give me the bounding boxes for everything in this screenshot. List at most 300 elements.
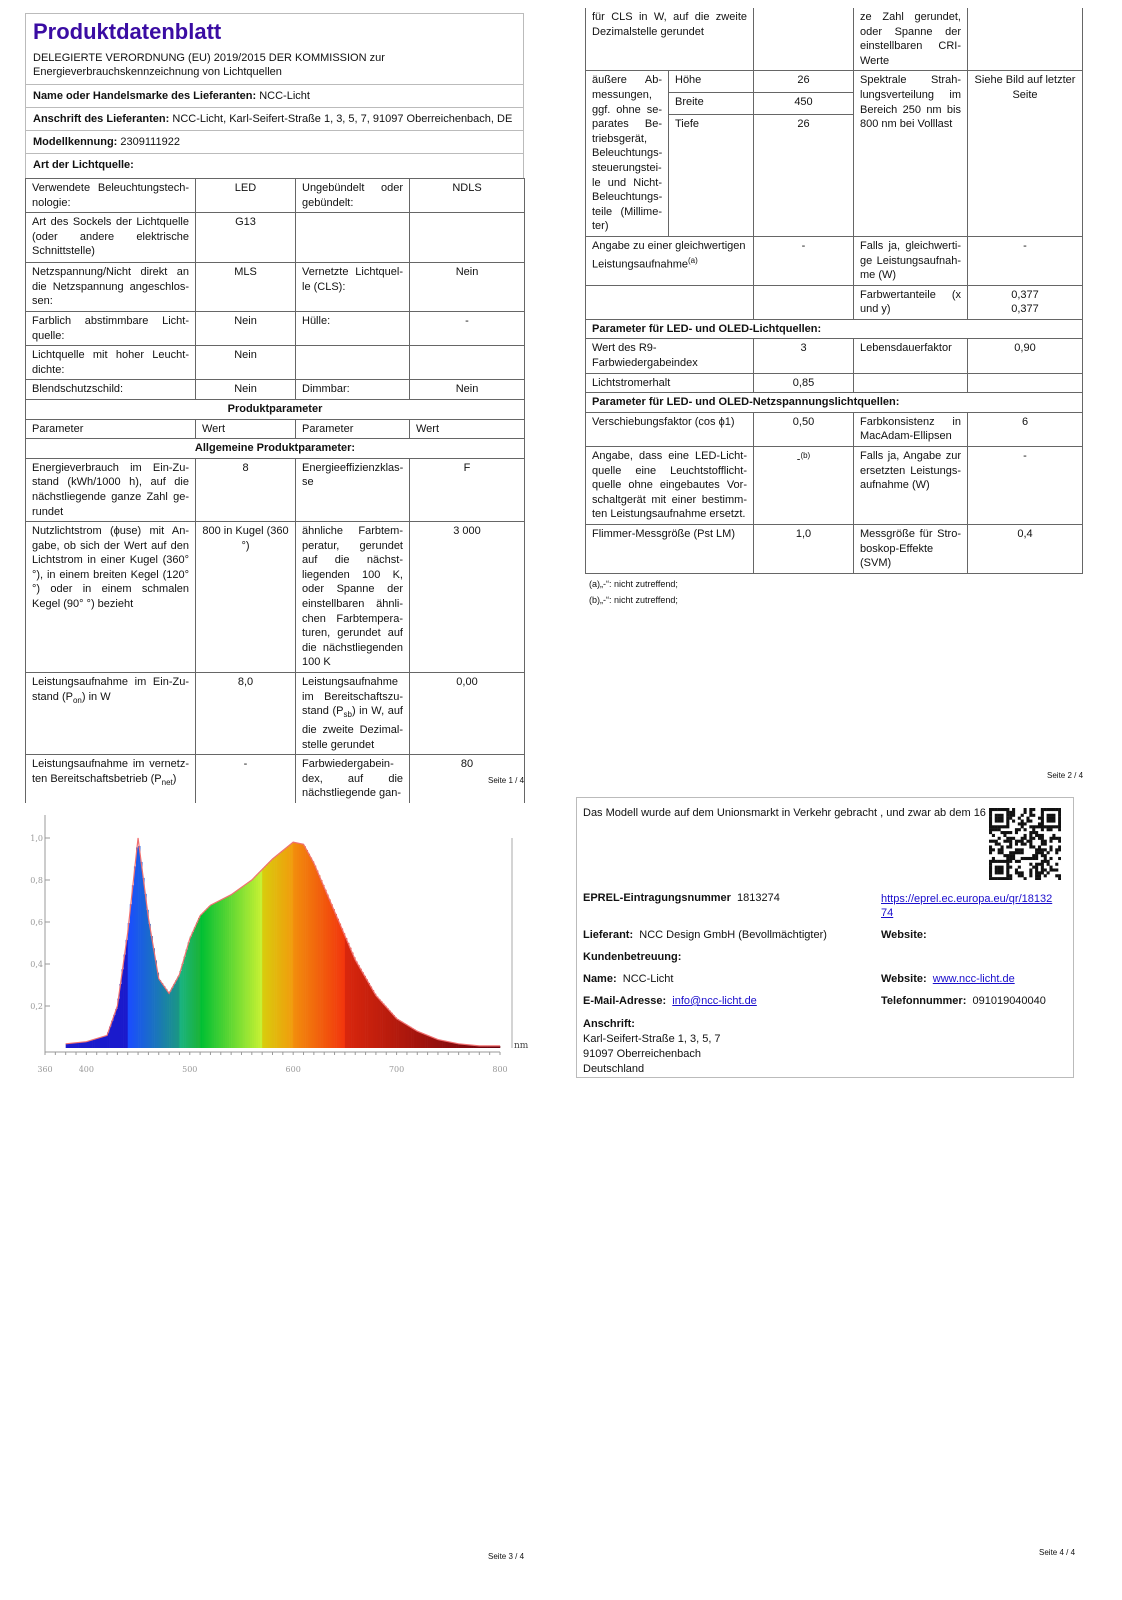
param-value: Nein [410, 263, 525, 312]
spectrum-bar [337, 919, 339, 1048]
spectrum-bar [250, 881, 252, 1048]
name-label: Name: [583, 973, 617, 985]
param-value: 0,4 [968, 525, 1083, 574]
dimensions-label: äußere Abmessungen, ggf. ohne separates Betriebsgerät, Beleuchtungssteuerungsteile und Nicht-Beleuchtungsteile (Millimeter) [586, 71, 669, 237]
spectrum-bar [384, 1006, 386, 1048]
light-source-table [25, 178, 525, 803]
param-label [296, 346, 410, 380]
table-row [26, 263, 525, 312]
spectrum-bar [359, 969, 361, 1048]
spectrum-bar [347, 943, 349, 1048]
spectrum-bar [428, 1036, 430, 1048]
table-row [586, 412, 1083, 446]
x-tick-label: 700 [388, 1065, 405, 1074]
spectrum-bar [196, 923, 198, 1048]
x-tick-label: 800 [492, 1065, 508, 1074]
spectrum-bar [150, 936, 152, 1048]
param-label: Leistungsaufnahme im Bereitschaftszustand $(P_{sb})$ in W, auf die zweite Dezimalstelle gerundet [296, 673, 410, 755]
page-number: Seite 2 / 4 [1047, 771, 1084, 780]
spectrum-bar [84, 1042, 86, 1048]
spectrum-bar [192, 932, 194, 1048]
empty-cell [586, 285, 754, 319]
param-value: 0,00 [410, 673, 525, 755]
spectrum-bar [103, 1036, 105, 1048]
param-label: Lichtquelle mit hoher Leuchtdichte: [26, 346, 196, 380]
spectrum-bar [357, 965, 359, 1048]
country: Deutschland [583, 1063, 645, 1075]
spectrum-bar [308, 854, 310, 1048]
spectrum-bar [80, 1042, 82, 1048]
spectrum-bar [376, 997, 378, 1048]
spectrum-bar [78, 1042, 80, 1048]
spectrum-bar [101, 1037, 103, 1048]
spectrum-bar [95, 1039, 97, 1048]
param-value: MLS [196, 263, 296, 312]
address-label: Anschrift des Lieferanten: [33, 113, 170, 125]
spectrum-bar [173, 984, 175, 1048]
spectrum-bar [392, 1015, 394, 1048]
type-label: Art der Lichtquelle: [33, 159, 134, 171]
spectrum-bar [419, 1032, 421, 1048]
spectrum-bar [411, 1028, 413, 1048]
spectrum-bar [219, 900, 221, 1048]
param-value [410, 213, 525, 263]
phone-value: 091019040040 [972, 995, 1046, 1007]
spectrum-bar [235, 891, 237, 1048]
spectrum-bar [417, 1032, 419, 1048]
spectrum-bar [434, 1038, 436, 1048]
empty-cell [968, 373, 1083, 393]
spectrum-bar [210, 905, 212, 1048]
email-label: E-Mail-Adresse: [583, 995, 667, 1007]
spectrum-bar [167, 992, 169, 1048]
spectrum-bar [74, 1043, 76, 1048]
spectrum-bar [186, 950, 188, 1048]
type-line [25, 153, 524, 178]
spectrum-bar [442, 1041, 444, 1048]
spectrum-bar [142, 878, 144, 1048]
spectrum-bar [157, 973, 159, 1048]
spectrum-bar [155, 960, 157, 1048]
spectrum-bar [138, 846, 140, 1048]
led-params-heading: Parameter für LED- und OLED-Lichtquellen: [586, 319, 1083, 339]
spectrum-bar [229, 895, 231, 1048]
name-value: NCC-Licht [622, 973, 674, 985]
spectrum-bar [370, 987, 372, 1048]
spectrum-bar [407, 1026, 409, 1048]
spectrum-bar [353, 957, 355, 1048]
spectrum-bar [105, 1036, 107, 1048]
spectrum-bar [324, 890, 326, 1048]
spectrum-bar [241, 887, 243, 1048]
spectrum-bar [430, 1037, 432, 1048]
param-label: ze Zahl gerundet, oder Spanne der einstellbaren CRI-Werte [854, 8, 968, 71]
param-label: Farbwiedergabeindex, auf die nächstliegende gan- [296, 755, 410, 803]
spectrum-bar [281, 851, 283, 1048]
param-value: 0,50 [754, 412, 854, 446]
param-value: - [196, 755, 296, 803]
page-4-info-box [576, 797, 1074, 1078]
footnotes [585, 574, 1082, 610]
spectrum-bar [436, 1039, 438, 1048]
spectrum-bar [231, 894, 233, 1048]
product-params-heading: Produktparameter [26, 399, 525, 419]
param-value [410, 346, 525, 380]
spectrum-bar [146, 910, 148, 1048]
col-header: Wert [410, 419, 525, 439]
address-block [583, 1017, 721, 1077]
spectrum-bar [202, 913, 204, 1048]
spectrum-bar [289, 845, 291, 1048]
spectrum-bar [397, 1019, 399, 1048]
spectrum-bar [244, 885, 246, 1048]
param-value: Nein [196, 346, 296, 380]
spectrum-bar [194, 927, 196, 1048]
spectrum-bar [190, 936, 192, 1048]
spectrum-bar [421, 1033, 423, 1048]
table-row [26, 522, 525, 673]
param-label: Energieeffizienzklasse [296, 458, 410, 521]
spectrum-bar [198, 918, 200, 1048]
spectral-distribution-chart [20, 795, 530, 1080]
param-label: Verschiebungsfaktor (cos ϕ1) [586, 412, 754, 446]
spectrum-bar [82, 1042, 84, 1048]
spectrum-bar [115, 1009, 117, 1048]
spectrum-bar [248, 882, 250, 1048]
param-value: Nein [196, 380, 296, 400]
spectrum-bar [349, 948, 351, 1048]
spectrum-bar [335, 914, 337, 1048]
spectrum-bar [304, 846, 306, 1048]
page-number: Seite 1 / 4 [488, 776, 525, 785]
spectrum-bar [144, 894, 146, 1048]
param-value [754, 8, 854, 71]
spectrum-bar [256, 875, 258, 1048]
spectrum-bar [364, 976, 366, 1048]
spectrum-bar [213, 904, 215, 1048]
phone-label: Telefonnummer: [881, 995, 967, 1007]
page-number: Seite 4 / 4 [1039, 1548, 1076, 1557]
supplier-value: NCC-Licht [259, 90, 310, 102]
param-label: Farblich abstimmbare Lichtquelle: [26, 311, 196, 345]
spectrum-bar [163, 986, 165, 1048]
website-label: Website: [881, 929, 927, 941]
param-label: Flimmer-Messgröße (Pst LM) [586, 525, 754, 574]
param-label: Falls ja, Angabe zur ersetzten Leistungsaufnahme (W) [854, 447, 968, 525]
param-value: 800 in Kugel (360 °) [196, 522, 296, 673]
spectrum-bar [273, 858, 275, 1048]
y-tick-label: 0,4 [30, 960, 43, 969]
spectrum-bar [440, 1040, 442, 1048]
spectrum-bar [239, 888, 241, 1048]
x-tick-label: 600 [285, 1065, 301, 1074]
param-label: Angabe zu einer gleichwertigen Leistungsaufnahme$^{(a)}$ [586, 236, 754, 285]
spectrum-bar [322, 885, 324, 1048]
spectrum-bar [275, 856, 277, 1048]
table-row [586, 339, 1083, 373]
x-tick-label: 360 [37, 1065, 53, 1074]
spectrum-bar [293, 842, 295, 1048]
spectrum-bar [409, 1027, 411, 1048]
spectrum-bar [328, 899, 330, 1048]
spectrum-bar [270, 860, 272, 1048]
spectrum-bar [426, 1035, 428, 1048]
param-value: LED [196, 179, 296, 213]
spectrum-bar [148, 924, 150, 1048]
page-title: Produktdatenblatt [33, 19, 222, 44]
spectrum-bar [326, 895, 328, 1048]
spectral-label: Spektrale Strahlungsverteilung im Bereich 250 nm bis 800 nm bei Volllast [854, 71, 968, 237]
qr-code[interactable] [989, 808, 1061, 880]
spectrum-bar [432, 1038, 434, 1049]
spectrum-bar [277, 855, 279, 1048]
model-label: Modellkennung: [33, 136, 118, 148]
supplier-line [25, 84, 524, 107]
param-label: Ungebündelt oder gebündelt: [296, 179, 410, 213]
y-tick-label: 0,6 [30, 918, 43, 927]
spectrum-bar [111, 1021, 113, 1048]
param-value: 1,0 [754, 525, 854, 574]
spectrum-bar [136, 847, 138, 1048]
spectrum-bar [188, 942, 190, 1048]
spectrum-bar [177, 976, 179, 1048]
spectrum-bar [175, 980, 177, 1048]
param-label: Lichtstromerhalt [586, 373, 754, 393]
spectrum-bar [343, 933, 345, 1048]
param-label: Angabe, dass eine LED-Lichtquelle eine Leuchtstofflichtquelle ohne eingebautes Vorschaltgerät mit einer bestimmten Leistungsaufnahme ersetzt. [586, 447, 754, 525]
mains-params-heading: Parameter für LED- und OLED-Netzspannungslichtquellen: [586, 393, 1083, 413]
table-row [26, 179, 525, 213]
spectrum-bar [291, 843, 293, 1048]
y-tick-label: 0,2 [30, 1002, 43, 1011]
spectrum-bar [97, 1038, 99, 1048]
param-value: 80 [410, 755, 525, 803]
param-value: - [968, 236, 1083, 285]
spectrum-bar [246, 884, 248, 1048]
eprel-number: 1813274 [737, 892, 780, 904]
param-label: Leistungsaufnahme im Ein-Zustand $(P_{on})$ in W [26, 673, 196, 755]
spectrum-bar [200, 915, 202, 1048]
spectrum-bar [165, 989, 167, 1048]
spectrum-bar [221, 899, 223, 1048]
table-row [586, 525, 1083, 574]
page-number: Seite 3 / 4 [488, 1552, 525, 1561]
website-link[interactable]: www.ncc-licht.de [932, 973, 1015, 985]
param-value: Nein [410, 380, 525, 400]
spectrum-bar [76, 1043, 78, 1048]
header-block [25, 13, 524, 84]
website2-label: Website: [881, 973, 927, 985]
spectrum-bar [388, 1011, 390, 1048]
dim-label: Tiefe [669, 114, 754, 236]
spectrum-bar [448, 1042, 450, 1048]
spectrum-bar [68, 1043, 70, 1048]
supplier-label: Name oder Handelsmarke des Lieferanten: [33, 90, 257, 102]
param-value: 0,377 0,377 [968, 285, 1083, 319]
spectrum-bar [450, 1042, 452, 1048]
col-header: Parameter [26, 419, 196, 439]
lieferant-value: NCC Design GmbH (Bevollmächtigter) [639, 929, 827, 941]
table-row [26, 213, 525, 263]
spectrum-bar [310, 858, 312, 1048]
param-label: Hülle: [296, 311, 410, 345]
x-axis-label: nm [514, 1041, 529, 1051]
spectrum-bar [401, 1022, 403, 1048]
spectrum-bar [132, 885, 134, 1048]
spectrum-bar [446, 1041, 448, 1048]
param-label: Blendschutzschild: [26, 380, 196, 400]
spectrum-bar [254, 877, 256, 1048]
spectrum-bar [405, 1024, 407, 1048]
spectrum-bar [260, 871, 262, 1048]
col-header: Parameter [296, 419, 410, 439]
spectrum-bar [423, 1034, 425, 1048]
table-row [26, 380, 525, 400]
dim-value: 26 [754, 71, 854, 93]
param-label: Art des Sockels der Lichtquelle (oder andere elektrische Schnittstelle) [26, 213, 196, 263]
param-value: F [410, 458, 525, 521]
spectrum-bar [153, 948, 155, 1048]
spectrum-bar [415, 1031, 417, 1048]
param-value: 3 000 [410, 522, 525, 673]
spectrum-bar [382, 1004, 384, 1048]
dim-label: Höhe [669, 71, 754, 93]
param-value: 8 [196, 458, 296, 521]
kundenbetreuung-label: Kundenbetreuung: [583, 951, 682, 963]
x-tick-label: 400 [78, 1065, 95, 1074]
page-1 [25, 13, 524, 803]
spectrum-bar [378, 999, 380, 1048]
table-row [26, 458, 525, 521]
page-2 [585, 8, 1082, 610]
spectrum-bar [339, 924, 341, 1048]
param-value: 3 [754, 339, 854, 373]
param-label: Nutzlichtstrom (ϕuse) mit Angabe, ob sich der Wert auf den Lichtstrom in einer Kugel (360° °), in einem breiten Kegel (120° °) oder in einem schmalen Kegel (90° °) bezieht [26, 522, 196, 673]
spectrum-bar [318, 875, 320, 1048]
spectrum-bar [225, 897, 227, 1048]
eprel-link[interactable]: https://eprel.ec.europa.eu/qr/1813274 [881, 893, 1053, 919]
spectrum-bar [140, 862, 142, 1048]
lieferant-label: Lieferant: [583, 929, 634, 941]
spectrum-bar [444, 1041, 446, 1048]
table-row [586, 447, 1083, 525]
spectrum-bar [171, 988, 173, 1048]
param-label: ähnliche Farbtemperatur, gerundet auf die nächstliegenden 100 K, oder Spanne der einstellbaren ähnlichen Farbtemperaturen, gerundet auf die nächstliegenden 100 K [296, 522, 410, 673]
table-row [586, 285, 1083, 319]
spectrum-bar [134, 866, 136, 1048]
spectrum-bar [345, 938, 347, 1048]
spectrum-bar [299, 844, 301, 1048]
spectrum-bar [403, 1023, 405, 1048]
spectrum-bar [88, 1041, 90, 1048]
spectrum-bar [366, 979, 368, 1048]
spectrum-bar [208, 906, 210, 1048]
param-value: - [754, 236, 854, 285]
spectrum-bar [126, 940, 128, 1048]
spectrum-bar [93, 1039, 95, 1048]
param-value: 6 [968, 412, 1083, 446]
spectrum-bar [182, 964, 184, 1048]
spectrum-bar [223, 898, 225, 1048]
model-value: 2309111922 [120, 136, 180, 148]
spectrum-bar [252, 879, 254, 1048]
param-label: Verwendete Beleuchtungstechnologie: [26, 179, 196, 213]
footnote-b: (b)„-“: nicht zutreffend; [589, 594, 678, 605]
param-value: 8,0 [196, 673, 296, 755]
spectrum-bar [297, 843, 299, 1048]
spectral-value: Siehe Bild auf letzter Seite [968, 71, 1083, 237]
param-label: Messgröße für Stroboskop-Effekte (SVM) [854, 525, 968, 574]
param-value: NDLS [410, 179, 525, 213]
parameters-table-continued [585, 8, 1083, 574]
spectrum-bar [237, 890, 239, 1048]
spectrum-bar [390, 1013, 392, 1048]
spectrum-bar [204, 910, 206, 1048]
model-line [25, 130, 524, 153]
street: Karl-Seifert-Straße 1, 3, 5, 7 [583, 1033, 721, 1045]
spectrum-bar [227, 896, 229, 1048]
param-label: Farbkonsistenz in MacAdam-Ellipsen [854, 412, 968, 446]
col-header: Wert [196, 419, 296, 439]
spectrum-bar [262, 868, 264, 1048]
spectrum-bar [119, 984, 121, 1048]
param-value: -$^{(b)}$ [754, 447, 854, 525]
spectrum-bar [287, 846, 289, 1048]
empty-cell [754, 285, 854, 319]
table-row [586, 236, 1083, 285]
spectrum-bar [332, 909, 334, 1048]
address-value: NCC-Licht, Karl-Seifert-Straße 1, 3, 5, 7, 91097 Oberreichenbach, DE [172, 113, 513, 125]
spectrum-bar [184, 957, 186, 1048]
spectrum-bar [161, 983, 163, 1048]
spectrum-bar [380, 1001, 382, 1048]
param-value: 0,85 [754, 373, 854, 393]
dim-value: 26 [754, 114, 854, 236]
spectrum-bar [128, 923, 130, 1048]
spectrum-bar [86, 1041, 88, 1048]
spectrum-bar [372, 990, 374, 1048]
param-label: Energieverbrauch im Ein-Zustand (kWh/1000 h), auf die nächstliegende ganze Zahl gerundet [26, 458, 196, 521]
spectrum-bar [301, 844, 303, 1048]
param-value: Nein [196, 311, 296, 345]
param-value: G13 [196, 213, 296, 263]
y-tick-label: 1,0 [30, 834, 43, 843]
spectrum-bar [330, 904, 332, 1048]
dim-label: Breite [669, 93, 754, 115]
param-label: Dimmbar: [296, 380, 410, 400]
param-label: Vernetzte Lichtquelle (CLS): [296, 263, 410, 312]
regulation-text: DELEGIERTE VERORDNUNG (EU) 2019/2015 DER KOMMISSION zur Energieverbrauchskennzeichnung von Lichtquellen [33, 52, 385, 78]
table-row [586, 373, 1083, 393]
spectrum-bar [395, 1017, 397, 1048]
spectrum-bar [124, 955, 126, 1048]
footnote-a: (a)„-“: nicht zutreffend; [589, 578, 678, 589]
spectrum-bar [217, 902, 219, 1048]
spectrum-bar [72, 1043, 74, 1048]
spectrum-bar [122, 969, 124, 1048]
spectrum-bar [113, 1015, 115, 1048]
spectrum-bar [266, 864, 268, 1048]
param-label: Netzspannung/Nicht direkt an die Netzspannung angeschlossen: [26, 263, 196, 312]
param-value: - [968, 447, 1083, 525]
param-label: für CLS in W, auf die zweite Dezimalstelle gerundet [586, 8, 754, 71]
email-link[interactable]: info@ncc-licht.de [672, 995, 757, 1007]
param-value: - [410, 311, 525, 345]
y-tick-label: 0,8 [30, 876, 43, 885]
spectrum-bar [361, 972, 363, 1048]
city: 91097 Oberreichenbach [583, 1048, 702, 1060]
spectrum-bar [159, 980, 161, 1048]
